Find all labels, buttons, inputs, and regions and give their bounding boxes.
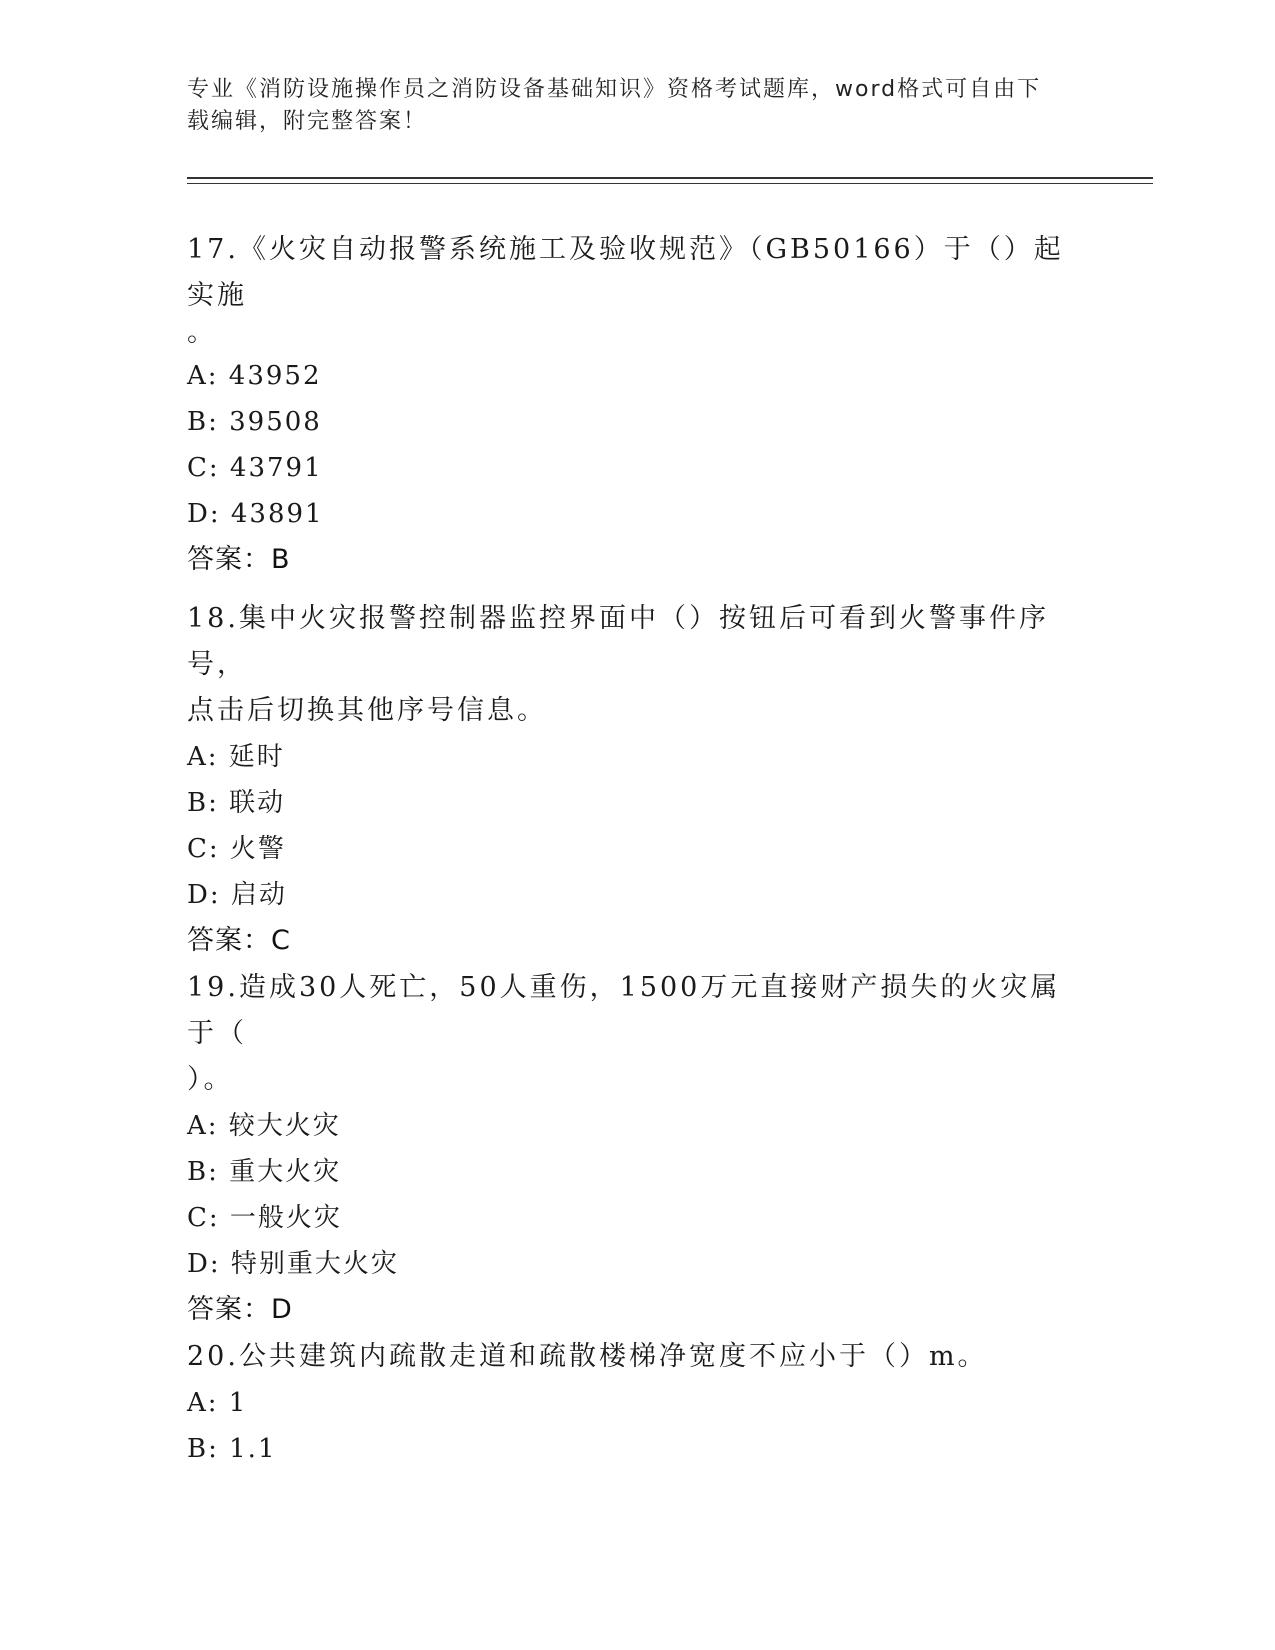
header-divider-thick bbox=[187, 177, 1153, 179]
option-c: C: 火警 bbox=[187, 834, 286, 864]
option-d: D: 43891 bbox=[187, 499, 324, 529]
question-19 bbox=[187, 965, 1067, 1333]
header-line-1: 专业《消防设施操作员之消防设备基础知识》资格考试题库，word格式可自由下 bbox=[187, 77, 1042, 102]
header-line-2: 载编辑，附完整答案！ bbox=[187, 109, 428, 134]
question-stem: 20.公共建筑内疏散走道和疏散楼梯净宽度不应小于（）m。 bbox=[187, 1341, 988, 1372]
option-a: A: 较大火灾 bbox=[187, 1111, 341, 1141]
question-stem: 19.造成30人死亡，50人重伤，1500万元直接财产损失的火灾属于（ bbox=[187, 972, 1061, 1049]
option-a: A: 延时 bbox=[187, 742, 285, 772]
question-17 bbox=[187, 227, 1067, 583]
question-stem-continuation: 。 bbox=[187, 317, 217, 348]
option-a: A: 1 bbox=[187, 1388, 248, 1418]
option-d: D: 启动 bbox=[187, 880, 287, 910]
question-20 bbox=[187, 1334, 1067, 1472]
question-stem: 17.《火灾自动报警系统施工及验收规范》（GB50166）于（）起实施 bbox=[187, 234, 1064, 311]
answer-line: 答案：B bbox=[187, 544, 291, 575]
option-d: D: 特别重大火灾 bbox=[187, 1249, 399, 1279]
header-divider-thin bbox=[187, 183, 1153, 184]
option-b: B: 1.1 bbox=[187, 1434, 277, 1464]
option-a: A: 43952 bbox=[187, 361, 322, 391]
question-18 bbox=[187, 596, 1067, 964]
answer-line: 答案：D bbox=[187, 1294, 293, 1325]
answer-line: 答案：C bbox=[187, 925, 291, 956]
option-c: C: 43791 bbox=[187, 453, 323, 483]
option-b: B: 联动 bbox=[187, 788, 286, 818]
option-b: B: 39508 bbox=[187, 407, 322, 437]
option-b: B: 重大火灾 bbox=[187, 1157, 342, 1187]
question-stem-continuation: ）。 bbox=[187, 1064, 234, 1095]
question-stem: 18.集中火灾报警控制器监控界面中（）按钮后可看到火警事件序号， bbox=[187, 603, 1049, 680]
option-c: C: 一般火灾 bbox=[187, 1203, 342, 1233]
question-stem-continuation: 点击后切换其他序号信息。 bbox=[187, 695, 547, 726]
document-header bbox=[187, 74, 1067, 138]
